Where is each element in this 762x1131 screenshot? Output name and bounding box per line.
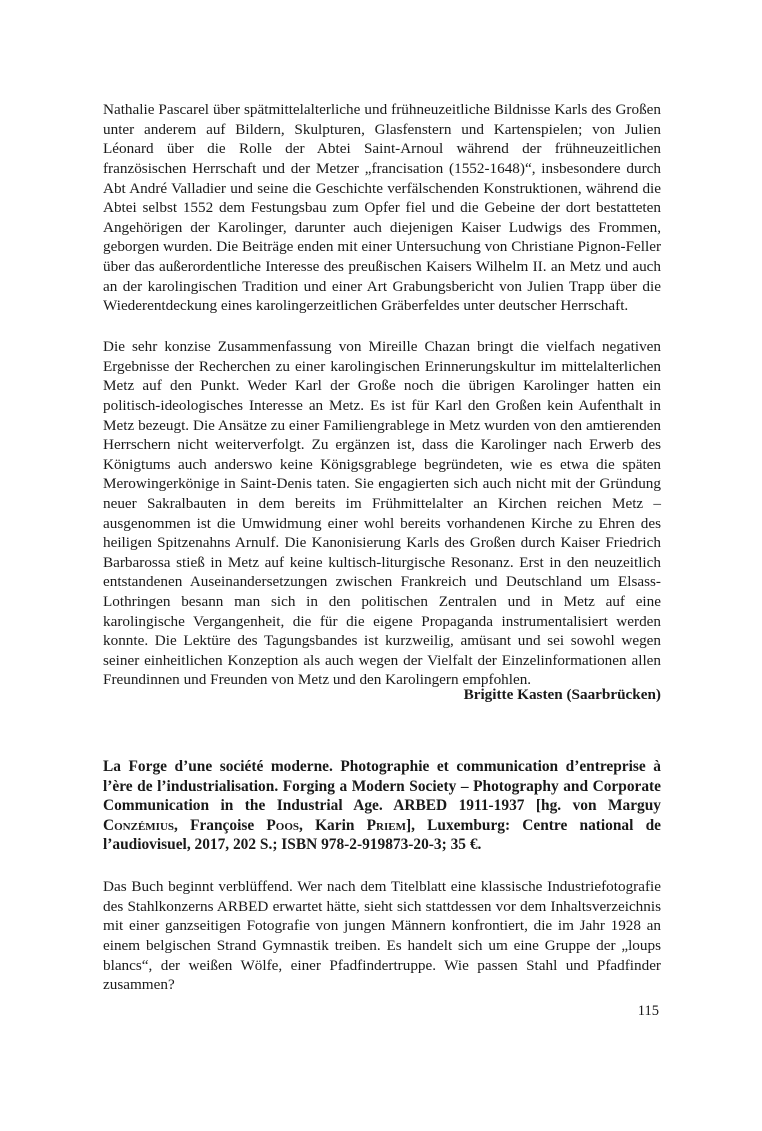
- review-paragraph-2: Die sehr konzise Zusammenfassung von Mireille Chazan bringt die vielfach negativen Ergebnisse der Recherchen zu einer karolingischen Erinnerungskultur im mittelalterlichen Metz auf den Punkt. Weder Karl der Große noch die übrigen Karolinger hatten ein politisch-ideologisches Interesse an Metz. Es ist für Karl den Großen kein Aufenthalt in Metz bezeugt. Die Ansätze zu einer Familiengrablege in Metz wurden von den amtierenden Herrschern nicht weiterverfolgt. Zu ergänzen ist, dass die Karolinger nach Erwerb des Königtums auch anderswo keine Königsgrablege begründeten, wie es etwa die späten Merowingerkönige in Saint-Denis taten. Sie engagierten sich auch nicht mit der Gründung neuer Sakralbauten in dem bereits im Frühmittelalter an Kirchen reichen Metz – ausgenommen ist die Umwidmung einer wohl bereits vorhandenen Kirche zu Ehren des heiligen Spitzenahns Arnulf. Die Kanonisierung Karls des Großen durch Kaiser Friedrich Barbarossa stieß in Metz auf keine kultisch-liturgische Resonanz. Erst in den neuzeitlich entstandenen Auseinandersetzungen zwischen Frankreich und Deutschland um Elsass-Lothringen besann man sich in den politischen Zentralen und in Metz auf eine karolingische Vergangenheit, die für die eigene Propaganda instrumentalisiert werden konnte. Die Lektüre des Tagungsbandes ist kurzweilig, amüsant und sei sowohl wegen seiner einheitlichen Konzeption als auch wegen der Vielfalt der Einzelinformationen allen Freundinnen und Freunden von Metz und den Karolingern empfohlen.: [103, 338, 661, 689]
- editor-name-conzemius: Conzémius: [103, 816, 175, 834]
- review-paragraph-1: Nathalie Pascarel über spätmittelalterliche und frühneuzeitliche Bildnisse Karls des Großen unter anderem auf Bildern, Skulpturen, Glasfenstern und Kartenspielen; von Julien Léonard über die Rolle der Abtei Saint-Arnoul während der frühneuzeitlichen französischen Herrschaft und der Metzer „francisation (1552-1648)“, insbesondere durch Abt André Valladier und seine die Geschichte verfälschenden Konstruktionen, während die Abtei selbst 1552 dem Festungsbau zum Opfer fiel und die Gebeine der dort bestatteten Angehörigen der Karolinger, darunter auch diejenigen Kaiser Ludwigs des Frommen, geborgen wurden. Die Beiträge enden mit einer Untersuchung von Christiane Pignon-Feller über das außerordentliche Interesse des preußischen Kaisers Wilhelm II. an Metz und auch an der karolingischen Tradition und einer Art Grabungsbericht von Julien Trapp über die Wiederentdeckung eines karolingerzeitlichen Gräberfeldes unter deutscher Herrschaft.: [103, 101, 661, 315]
- editor-name-poos: Poos: [266, 816, 300, 834]
- page-number: 115: [637, 1003, 659, 1019]
- review2-paragraph-1: Das Buch beginnt verblüffend. Wer nach dem Titelblatt eine klassische Industriefotografie des Stahlkonzerns ARBED erwartet hätte, sieht sich stattdessen vor dem Inhaltsverzeichnis mit einer ganzseitigen Fotografie von jungen Männern konfrontiert, die im Jahr 1928 an einem belgischen Strand Gymnastik treiben. Es handelt sich um eine Gruppe der „loups blancs“, der weißen Wölfe, einer Pfadfindertruppe. Wie passen Stahl und Pfadfinder zusammen?: [103, 878, 661, 994]
- heading-publication-info: ], Luxemburg: Centre national de l’audiovisuel, 2017, 202 S.; ISBN 978-2-919873-20-3; 35 €.: [103, 816, 661, 854]
- heading-separator-1: , Françoise: [174, 816, 267, 834]
- reviewer-signature: Brigitte Kasten (Saarbrücken): [463, 686, 661, 703]
- heading-separator-2: , Karin: [299, 816, 367, 834]
- review-heading: [103, 757, 661, 855]
- heading-title: La Forge d’une société moderne. Photographie et communication d’entreprise à l’ère de l’industrialisation. Forging a Modern Society – Photography and Corporate Communication in the Industrial Age. ARBED 1911-1937 [hg. von Marguy: [103, 758, 661, 815]
- editor-name-priem: Priem: [366, 816, 406, 834]
